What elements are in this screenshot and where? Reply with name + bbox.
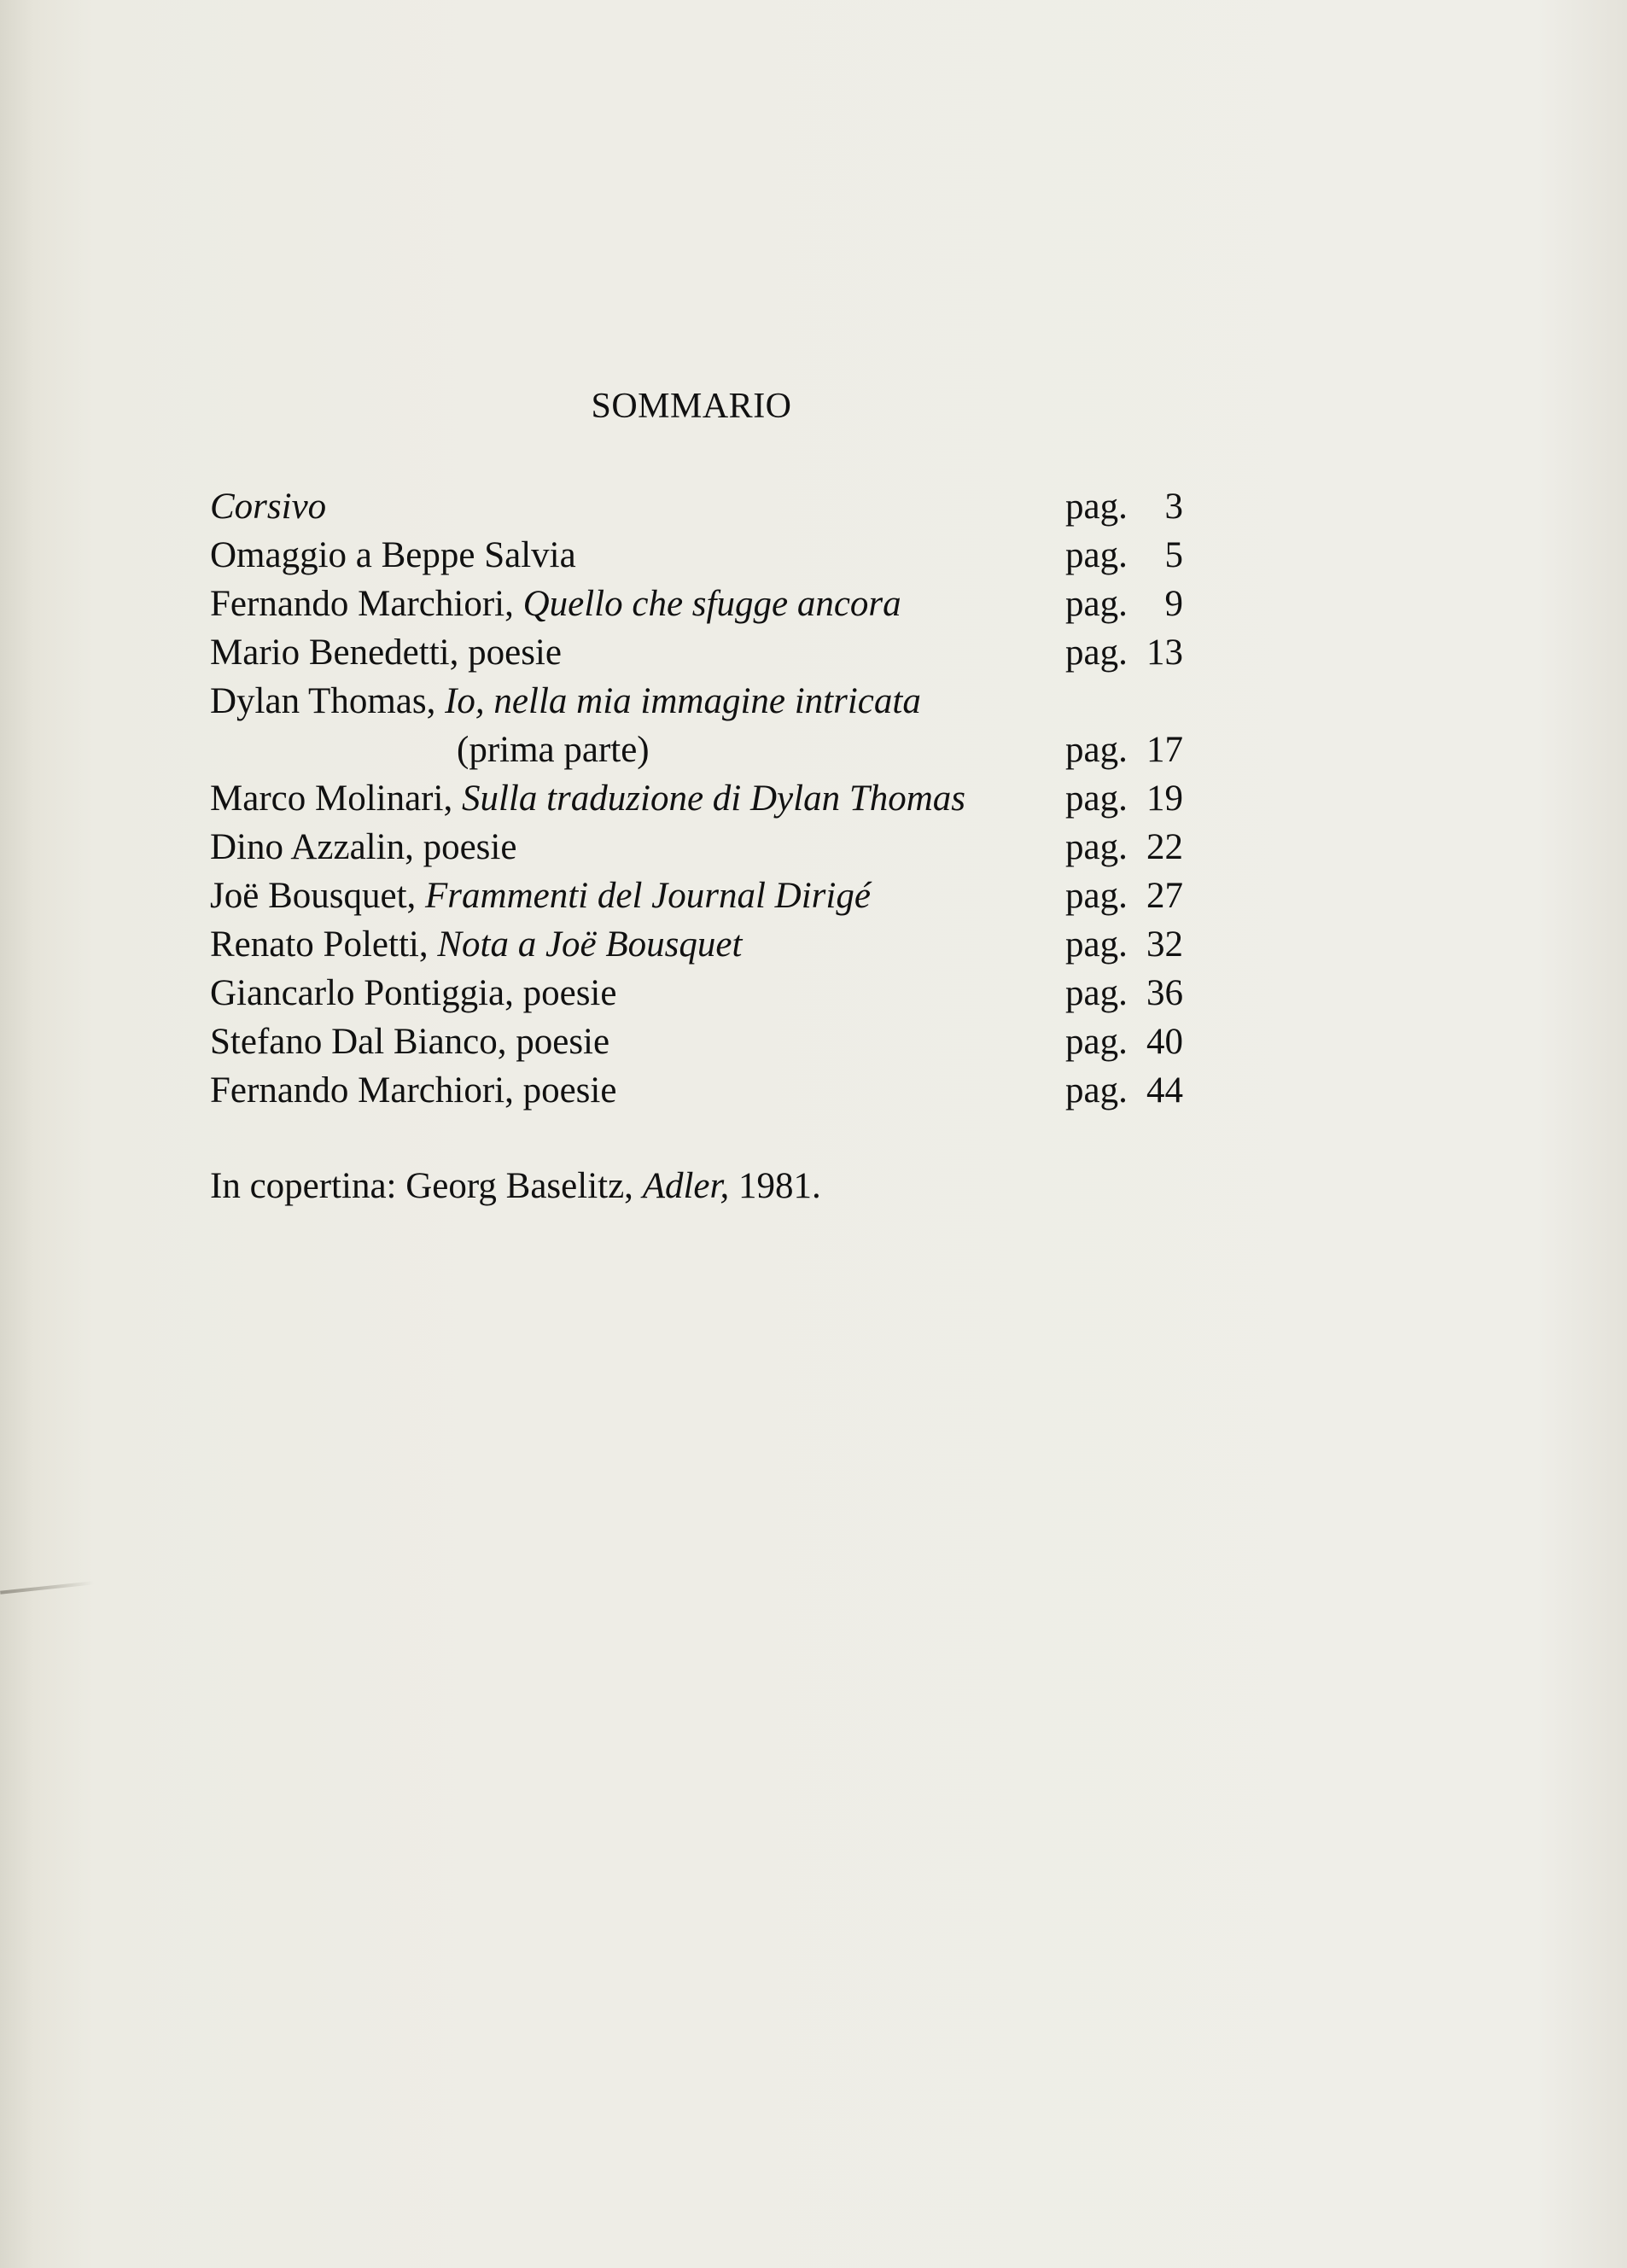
page-label: pag. [1065, 730, 1128, 770]
entry-author: Dino Azzalin, poesie [210, 827, 517, 867]
page-edge-mark [0, 1581, 94, 1594]
page-label: pag. [1065, 973, 1128, 1013]
page-number: 22 [1146, 827, 1183, 867]
toc-entry-text [210, 1017, 609, 1066]
entry-title: Io, nella mia immagine intricata [445, 681, 921, 721]
page-number: 32 [1146, 924, 1183, 965]
entry-page [1065, 920, 1183, 969]
toc-entry [210, 628, 1183, 677]
entry-page [1065, 969, 1183, 1017]
entry-title: Sulla traduzione di Dylan Thomas [461, 778, 966, 819]
page-label: pag. [1065, 778, 1128, 819]
toc-entry-text [210, 920, 742, 969]
page-label: pag. [1065, 535, 1128, 575]
page-title: SOMMARIO [591, 387, 792, 426]
toc-entry [210, 1017, 1183, 1066]
toc-entry [210, 677, 1183, 726]
page-label: pag. [1065, 487, 1128, 527]
entry-page [1065, 482, 1183, 531]
entry-page [1065, 726, 1183, 774]
toc-entry-text [210, 969, 616, 1017]
entry-page [1065, 580, 1183, 628]
page-label: pag. [1065, 876, 1128, 916]
toc-entry [210, 1066, 1183, 1115]
page-label: pag. [1065, 633, 1128, 673]
entry-title: Nota a Joë Bousquet [437, 924, 743, 965]
cover-year: 1981. [729, 1166, 821, 1206]
entry-page [1065, 1017, 1183, 1066]
entry-author: Marco Molinari, [210, 778, 462, 819]
entry-author: Stefano Dal Bianco, poesie [210, 1022, 610, 1062]
toc-entry-text [210, 872, 871, 920]
toc-entry-text [210, 677, 921, 726]
page-number: 44 [1146, 1070, 1183, 1111]
page-number: 17 [1146, 730, 1183, 770]
page-label: pag. [1065, 1070, 1128, 1111]
toc-entry [210, 580, 1183, 628]
toc-entry-continuation [210, 726, 1183, 774]
cover-work: Adler, [642, 1166, 730, 1206]
toc-entry-text [210, 823, 516, 872]
page-number: 19 [1146, 778, 1183, 819]
entry-page [1065, 628, 1183, 677]
entry-author: Dylan Thomas, [210, 681, 446, 721]
entry-page [1065, 774, 1183, 823]
page-label: pag. [1065, 924, 1128, 965]
entry-page [1065, 872, 1183, 920]
page-label: pag. [1065, 584, 1128, 624]
page-number: 40 [1146, 1022, 1183, 1062]
page-number: 3 [1164, 487, 1183, 527]
toc-entry [210, 482, 1183, 531]
entry-author: Joë Bousquet, [210, 876, 426, 916]
toc-entry [210, 531, 1183, 580]
page-number: 13 [1146, 633, 1183, 673]
entry-page [1065, 531, 1183, 580]
toc-entry [210, 872, 1183, 920]
toc-entry [210, 920, 1183, 969]
cover-credit [210, 1162, 821, 1210]
toc-entry [210, 823, 1183, 872]
page-number: 5 [1164, 535, 1183, 575]
entry-author: Fernando Marchiori, poesie [210, 1070, 617, 1111]
toc-entry-text [210, 580, 901, 628]
cover-prefix: In copertina: Georg Baselitz, [210, 1166, 643, 1206]
page-number: 36 [1146, 973, 1183, 1013]
toc-entry-text [210, 531, 576, 580]
toc-entry [210, 969, 1183, 1017]
entry-title: Frammenti del Journal Dirigé [425, 876, 871, 916]
entry-author: Renato Poletti, [210, 924, 438, 965]
page-number: 9 [1164, 584, 1183, 624]
entry-title: Corsivo [210, 487, 327, 527]
entry-continuation: (prima parte) [457, 730, 650, 770]
entry-author: Giancarlo Pontiggia, poesie [210, 973, 617, 1013]
toc-entry [210, 774, 1183, 823]
toc-entry-text [210, 1066, 616, 1115]
page-label: pag. [1065, 827, 1128, 867]
entry-title: Quello che sfugge ancora [522, 584, 901, 624]
entry-author: Fernando Marchiori, [210, 584, 523, 624]
entry-author: Mario Benedetti, poesie [210, 633, 562, 673]
page-label: pag. [1065, 1022, 1128, 1062]
toc-entry-text [210, 482, 326, 531]
page-number: 27 [1146, 876, 1183, 916]
entry-page [1065, 823, 1183, 872]
toc-entry-text [210, 628, 562, 677]
toc-entry-text [210, 774, 965, 823]
entry-page [1065, 1066, 1183, 1115]
entry-author: Omaggio a Beppe Salvia [210, 535, 576, 575]
